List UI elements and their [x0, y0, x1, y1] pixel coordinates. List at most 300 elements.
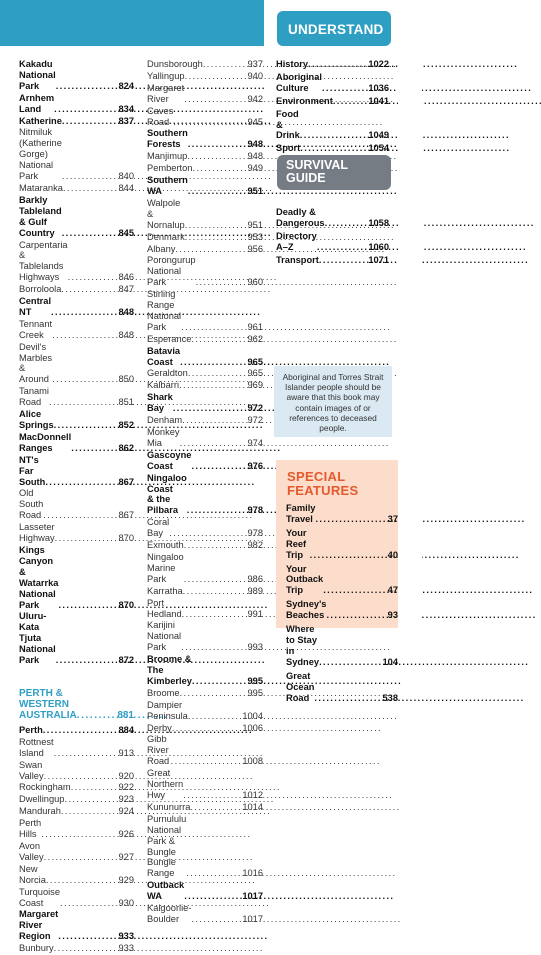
toc-entry[interactable]: [19, 522, 134, 544]
toc-entry-label: Porongurup National Park: [147, 255, 196, 288]
toc-entry[interactable]: [147, 586, 263, 597]
toc-entry-page: 862: [118, 442, 134, 453]
toc-entry-page: 995: [247, 687, 263, 698]
toc-entry-label: Batavia Coast: [147, 345, 181, 367]
toc-entry-label: Perth Hills: [19, 818, 42, 840]
leader-dots: [62, 116, 119, 127]
toc-entry[interactable]: [286, 671, 398, 704]
toc-entry-label: NT's Far South: [19, 454, 46, 487]
toc-entry[interactable]: [147, 368, 263, 379]
leader-dots: [315, 514, 387, 525]
toc-entry[interactable]: [276, 255, 389, 266]
toc-entry[interactable]: [276, 59, 389, 70]
toc-entry-page: 972: [247, 415, 263, 426]
toc-entry-label: Perth: [19, 724, 43, 735]
toc-entry[interactable]: [19, 737, 134, 759]
toc-entry[interactable]: [19, 127, 134, 182]
toc-entry-page: 993: [247, 642, 263, 653]
toc-entry-label: Kalbarri: [147, 380, 180, 391]
toc-entry-page: 840: [118, 171, 134, 182]
toc-entry[interactable]: [19, 342, 134, 386]
toc-entry-page: 1058: [368, 217, 389, 228]
leader-dots: [196, 277, 248, 288]
toc-entry[interactable]: [276, 143, 389, 154]
toc-entry-page: 989: [247, 585, 263, 596]
toc-entry-page: 960: [247, 277, 263, 288]
toc-entry[interactable]: [19, 195, 134, 239]
toc-entry-page: 867: [118, 510, 134, 521]
leader-dots: [43, 510, 118, 521]
toc-entry-page: 852: [118, 420, 134, 430]
toc-entry-page: 962: [247, 333, 263, 344]
leader-dots: [54, 104, 118, 115]
toc-entry[interactable]: [19, 296, 134, 318]
toc-entry-page: 923: [118, 794, 134, 805]
toc-entry-label: Uluru-Kata Tjuta National Park: [19, 611, 56, 666]
toc-entry[interactable]: [19, 864, 134, 886]
toc-entry-page: 1017: [242, 913, 263, 924]
toc-entry-label: Aboriginal Culture: [276, 71, 322, 93]
toc-entry[interactable]: [147, 802, 263, 813]
toc-entry-label: Tennant Creek: [19, 318, 53, 340]
toc-entry-page: 1012: [242, 790, 263, 800]
toc-entry[interactable]: [147, 473, 263, 517]
toc-entry-label: Kununurra: [147, 801, 191, 812]
toc-entry-label: Shark Bay: [147, 392, 173, 414]
toc-entry-label: Ningaloo Marine Park: [147, 551, 184, 584]
aboriginal-notice: Aboriginal and Torres Strait Islander people should be aware that this book may contain images of or references to deceased people.: [274, 366, 392, 437]
toc-entry[interactable]: [276, 72, 389, 94]
leader-dots: [68, 272, 119, 283]
toc-entry[interactable]: [147, 880, 263, 902]
leader-dots: [64, 794, 118, 805]
toc-entry[interactable]: [147, 552, 263, 585]
toc-entry[interactable]: [19, 183, 134, 194]
toc-entry-page: 933: [118, 931, 134, 942]
leader-dots: [314, 693, 382, 704]
survival-guide-tab[interactable]: SURVIVAL GUIDE: [277, 155, 391, 190]
leader-dots: [62, 171, 119, 182]
toc-entry[interactable]: [147, 734, 263, 767]
toc-entry[interactable]: [147, 723, 263, 734]
toc-entry[interactable]: [19, 909, 134, 942]
toc-entry-label: Great Northern Hwy: [147, 768, 184, 800]
leader-dots: [319, 255, 368, 266]
toc-entry-label: Alice Springs: [19, 409, 54, 430]
toc-entry[interactable]: [19, 725, 134, 736]
leader-dots: [172, 723, 243, 734]
leader-dots: [182, 609, 248, 620]
leader-dots: [184, 94, 247, 105]
toc-entry-label: MacDonnell Ranges: [19, 431, 72, 453]
toc-entry-label: Albany: [147, 243, 176, 254]
toc-entry-page: 951: [247, 185, 263, 196]
toc-entry-page: 37: [387, 513, 398, 524]
leader-dots: [49, 397, 119, 408]
toc-entry-page: 1008: [242, 756, 263, 767]
leader-dots: [181, 322, 247, 333]
leader-dots: [44, 852, 119, 863]
toc-entry[interactable]: [19, 887, 134, 909]
toc-entry[interactable]: [147, 334, 263, 345]
toc-entry[interactable]: [19, 488, 134, 521]
toc-list-northern-territory: [19, 59, 134, 666]
toc-entry-label: Avon Valley: [19, 841, 44, 862]
toc-entry-label: Old South Road: [19, 488, 44, 521]
toc-entry-page: 937: [247, 59, 263, 69]
toc-entry[interactable]: [19, 611, 134, 666]
leader-dots: [322, 83, 368, 94]
toc-entry[interactable]: [147, 128, 263, 150]
toc-entry[interactable]: [19, 943, 134, 954]
leader-dots: [55, 533, 119, 544]
toc-entry-page: 848: [118, 306, 134, 317]
toc-entry-label: Devil's Marbles & Around: [19, 341, 53, 385]
toc-entry[interactable]: [19, 284, 134, 295]
toc-entry-label: Sydney's Beaches: [286, 599, 327, 621]
toc-entry[interactable]: [276, 207, 389, 229]
toc-entry[interactable]: [147, 106, 263, 128]
leader-dots: [175, 244, 247, 255]
toc-entry-label: Port Hedland: [147, 597, 182, 619]
top-banner: [0, 0, 264, 46]
toc-entry[interactable]: [147, 255, 263, 288]
leader-dots: [188, 186, 248, 197]
toc-entry-page: 837: [118, 115, 134, 126]
leader-dots: [43, 725, 119, 736]
leader-dots: [191, 461, 247, 472]
toc-entry[interactable]: [19, 116, 134, 127]
toc-entry-label: Lasseter Highway: [19, 522, 55, 544]
toc-entry[interactable]: [147, 814, 263, 879]
toc-column-1: [19, 59, 134, 955]
toc-entry-page: 930: [118, 897, 134, 908]
toc-entry-label: Ningaloo Coast & the Pilbara: [147, 472, 187, 516]
region-heading-perth-wa[interactable]: [19, 688, 134, 721]
toc-entry[interactable]: [19, 794, 134, 805]
special-features-title: SPECIAL FEATURES: [287, 469, 359, 498]
toc-entry[interactable]: [276, 96, 389, 107]
leader-dots: [317, 242, 368, 253]
leader-dots: [300, 130, 369, 141]
toc-entry-page: 870: [118, 533, 134, 544]
toc-entry-page: 978: [247, 528, 263, 539]
toc-entry-page: 951: [247, 219, 263, 230]
toc-entry-label: Rockingham: [19, 782, 71, 793]
toc-entry[interactable]: [19, 806, 134, 817]
toc-entry-label: Karijini National Park: [147, 620, 182, 653]
toc-entry-label: History: [276, 59, 309, 69]
toc-entry-label: Dunsborough: [147, 59, 203, 69]
leader-dots: [188, 711, 242, 722]
toc-entry-label: Dwellingup: [19, 794, 65, 805]
toc-entry-label: Broome: [147, 687, 180, 698]
toc-entry-page: 953: [247, 231, 263, 242]
toc-entry[interactable]: [19, 818, 134, 840]
toc-entry[interactable]: [286, 503, 398, 525]
page-margin: [398, 0, 422, 628]
toc-entry-label: Sport: [276, 143, 301, 154]
toc-entry-label: Food & Drink: [276, 108, 300, 141]
leader-dots: [180, 688, 248, 699]
leader-dots: [187, 505, 248, 516]
toc-entry[interactable]: [19, 93, 134, 115]
toc-entry[interactable]: [286, 624, 398, 668]
toc-entry-page: 913: [118, 747, 134, 758]
toc-entry-page: 884: [118, 724, 134, 735]
leader-dots: [54, 748, 119, 759]
leader-dots: [58, 600, 118, 611]
leader-dots: [180, 357, 247, 368]
toc-entry-label: Turquoise Coast: [19, 886, 60, 908]
toc-entry-page: 929: [118, 874, 134, 885]
leader-dots: [191, 334, 247, 345]
toc-entry-page: 848: [118, 329, 134, 340]
toc-entry-page: 93: [387, 610, 398, 621]
leader-dots: [183, 790, 242, 801]
leader-dots: [58, 931, 118, 942]
toc-entry-label: Broome & The Kimberley: [147, 654, 192, 686]
toc-entry-label: Denham: [147, 415, 183, 426]
toc-entry[interactable]: [276, 231, 389, 253]
leader-dots: [308, 59, 368, 70]
toc-entry-label: Borroloola: [19, 284, 62, 295]
toc-entry[interactable]: [147, 450, 263, 472]
toc-entry[interactable]: [19, 319, 134, 341]
toc-entry-label: Stirling Range National Park: [147, 289, 182, 332]
toc-entry[interactable]: [147, 289, 263, 333]
toc-entry-page: 1017: [242, 891, 263, 902]
toc-entry-page: 1022: [368, 59, 389, 69]
toc-entry-label: Barkly Tableland & Gulf Country: [19, 194, 62, 238]
toc-entry[interactable]: [19, 432, 134, 454]
understand-tab[interactable]: UNDERSTAND: [277, 11, 391, 46]
toc-entry-page: 1071: [368, 254, 389, 265]
toc-entry-label: Directory A–Z: [276, 230, 317, 252]
toc-column-2: [147, 59, 263, 926]
toc-entry-label: Monkey Mia: [147, 427, 180, 448]
understand-list: [276, 59, 389, 156]
toc-entry[interactable]: [147, 700, 263, 722]
toc-entry[interactable]: [286, 528, 398, 561]
leader-dots: [169, 528, 247, 539]
toc-entry-label: Bunbury: [19, 943, 54, 954]
toc-entry-page: 969: [247, 380, 263, 391]
toc-entry-page: 872: [118, 655, 134, 666]
region-heading-page: 881: [117, 709, 134, 721]
toc-entry-page: 845: [118, 227, 134, 238]
toc-entry-page: 965: [247, 356, 263, 367]
leader-dots: [52, 330, 118, 341]
toc-entry-page: 986: [247, 573, 263, 584]
toc-entry[interactable]: [19, 841, 134, 863]
toc-entry-page: 850: [118, 374, 134, 385]
toc-entry-label: Mataranka: [19, 182, 63, 193]
toc-entry-label: Margaret River Region: [19, 909, 59, 942]
toc-entry[interactable]: [286, 564, 398, 597]
toc-entry[interactable]: [147, 151, 263, 162]
toc-entry-label: Gascoyne Coast: [147, 449, 192, 471]
leader-dots: [188, 368, 248, 379]
leader-dots: [171, 756, 243, 767]
leader-dots: [191, 914, 242, 925]
leader-dots: [190, 802, 242, 813]
leader-dots: [184, 574, 248, 585]
toc-entry-page: 956: [247, 243, 263, 254]
toc-entry-label: Denmark: [147, 231, 185, 242]
leader-dots: [71, 782, 119, 793]
leader-dots: [71, 443, 118, 454]
toc-entry[interactable]: [147, 427, 263, 449]
leader-dots: [185, 71, 248, 82]
toc-entry-label: Swan Valley: [19, 759, 44, 781]
leader-dots: [184, 891, 242, 902]
toc-entry-page: 922: [118, 782, 134, 793]
special-features-list: [286, 503, 398, 706]
toc-entry[interactable]: [147, 620, 263, 653]
toc-entry[interactable]: [147, 198, 263, 231]
leader-dots: [182, 415, 247, 426]
toc-entry-page: 851: [118, 397, 134, 408]
toc-entry-page: 945: [247, 116, 263, 127]
region-heading-label: PERTH & WESTERN AUSTRALIA: [19, 687, 77, 721]
toc-entry[interactable]: [147, 175, 263, 197]
leader-dots: [203, 59, 248, 70]
toc-entry-label: Your Reef Trip: [286, 527, 307, 560]
leader-dots: [60, 898, 118, 909]
leader-dots: [45, 477, 118, 488]
leader-dots: [44, 771, 119, 782]
toc-entry-page: 974: [247, 437, 263, 448]
toc-entry-page: 1004: [242, 710, 263, 721]
toc-entry[interactable]: [276, 109, 389, 142]
leader-dots: [310, 550, 388, 561]
leader-dots: [173, 403, 248, 414]
toc-entry[interactable]: [147, 540, 263, 551]
toc-entry-page: 949: [247, 163, 263, 174]
toc-entry-label: Family Travel: [286, 503, 316, 524]
leader-dots: [184, 540, 248, 551]
leader-dots: [46, 875, 119, 886]
leader-dots: [56, 81, 119, 92]
toc-entry-page: 1060: [368, 241, 389, 252]
toc-entry[interactable]: [19, 240, 134, 284]
toc-entry-page: 920: [118, 770, 134, 781]
toc-entry-page: 1016: [242, 868, 263, 879]
toc-entry[interactable]: [147, 688, 263, 699]
toc-entry-label: Katherine: [19, 115, 62, 126]
toc-entry[interactable]: [147, 517, 263, 539]
toc-entry-page: 961: [247, 321, 263, 332]
toc-entry-label: Purnululu National Park & Bungle Bungle Range: [147, 813, 187, 879]
toc-entry-label: Kalgoorlie-Boulder: [147, 903, 192, 924]
toc-entry-page: 846: [118, 272, 134, 283]
toc-entry-page: 1054: [368, 143, 389, 154]
toc-entry-label: Yallingup: [147, 70, 185, 81]
toc-entry-page: 926: [118, 829, 134, 840]
toc-entry[interactable]: [147, 346, 263, 368]
toc-entry-page: 948: [247, 151, 263, 162]
toc-entry-label: Derby: [147, 722, 172, 733]
leader-dots: [187, 151, 247, 162]
toc-entry[interactable]: [19, 545, 134, 610]
toc-entry-label: Environment: [276, 95, 333, 106]
toc-entry[interactable]: [147, 232, 263, 243]
toc-entry-label: Kings Canyon & Watarrka National Park: [19, 544, 59, 610]
toc-entry[interactable]: [147, 392, 263, 414]
toc-entry[interactable]: [19, 760, 134, 782]
toc-entry[interactable]: [19, 59, 134, 92]
toc-entry-label: Esperance: [147, 333, 192, 344]
toc-entry[interactable]: [147, 71, 263, 82]
toc-entry-page: 965: [247, 368, 263, 379]
toc-entry-page: 942: [247, 93, 263, 104]
toc-entry-page: 927: [118, 851, 134, 862]
toc-entry-page: 47: [387, 585, 398, 596]
survival-list: [276, 207, 389, 268]
toc-entry-label: Great Ocean Road: [286, 670, 315, 703]
toc-entry[interactable]: [147, 380, 263, 391]
leader-dots: [333, 96, 368, 107]
toc-entry-page: 982: [247, 540, 263, 551]
toc-entry-label: Exmouth: [147, 540, 184, 551]
toc-entry-label: New Norcia: [19, 863, 46, 885]
leader-dots: [52, 374, 118, 385]
leader-dots: [192, 163, 247, 174]
toc-entry[interactable]: [19, 386, 134, 408]
leader-dots: [185, 232, 248, 243]
toc-entry[interactable]: [147, 654, 263, 687]
toc-entry-label: Pemberton: [147, 163, 193, 174]
leader-dots: [54, 943, 119, 954]
toc-entry-label: Coral Bay: [147, 517, 170, 539]
toc-entry[interactable]: [147, 415, 263, 426]
toc-entry-page: 1036: [368, 82, 389, 93]
toc-entry[interactable]: [19, 455, 134, 488]
toc-entry[interactable]: [19, 409, 134, 431]
toc-entry-page: 972: [247, 403, 263, 414]
leader-dots: [179, 380, 247, 391]
toc-entry-label: Gibb River Road: [147, 734, 170, 767]
toc-entry-page: 870: [118, 599, 134, 610]
toc-entry-label: Dampier Peninsula: [147, 699, 188, 721]
toc-entry[interactable]: [147, 83, 263, 105]
leader-dots: [62, 228, 119, 239]
toc-entry-label: Karratha: [147, 585, 183, 596]
leader-dots: [61, 284, 118, 295]
leader-dots: [54, 420, 119, 431]
toc-entry-page: 40: [387, 549, 398, 560]
toc-entry[interactable]: [147, 59, 263, 70]
leader-dots: [325, 218, 369, 229]
toc-entry[interactable]: [147, 244, 263, 255]
toc-entry[interactable]: [19, 782, 134, 793]
toc-entry[interactable]: [147, 163, 263, 174]
leader-dots: [300, 143, 368, 154]
toc-entry-label: Walpole & Nornalup: [147, 197, 185, 230]
toc-entry-page: 924: [118, 806, 134, 817]
toc-entry[interactable]: [147, 598, 263, 620]
toc-entry[interactable]: [147, 768, 263, 801]
toc-entry-page: 104: [382, 656, 398, 667]
leader-dots: [173, 117, 247, 128]
toc-entry-label: Your Outback Trip: [286, 563, 324, 596]
toc-entry-label: Arnhem Land: [19, 92, 55, 114]
leader-dots: [186, 868, 242, 879]
toc-entry[interactable]: [286, 599, 398, 621]
toc-entry-page: 940: [247, 70, 263, 81]
toc-entry[interactable]: [147, 903, 263, 925]
